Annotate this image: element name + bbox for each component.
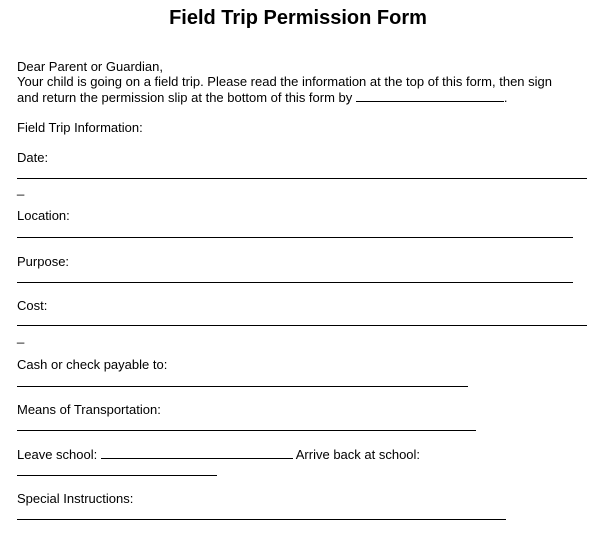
cost-label: Cost:: [17, 298, 48, 313]
payable-to-label: Cash or check payable to:: [17, 357, 168, 372]
section-heading: Field Trip Information:: [17, 120, 143, 135]
salutation: Dear Parent or Guardian,: [17, 59, 163, 74]
date-overflow-mark: _: [17, 181, 25, 196]
intro-line-1: Your child is going on a field trip. Please read the information at the top of this form, then sign: [17, 74, 552, 89]
intro-line-2: [17, 90, 508, 106]
leave-school-blank[interactable]: [101, 447, 293, 459]
transportation-label: Means of Transportation:: [17, 402, 161, 417]
special-instructions-blank-line[interactable]: [17, 519, 506, 520]
payable-to-blank-line[interactable]: [17, 386, 468, 387]
date-blank-line[interactable]: [17, 178, 587, 179]
date-label: Date:: [17, 150, 49, 165]
intro-line-2-text: and return the permission slip at the bottom of this form by: [17, 90, 353, 105]
special-instructions-label: Special Instructions:: [17, 491, 134, 506]
purpose-blank-line[interactable]: [17, 282, 573, 283]
location-label: Location:: [17, 208, 70, 223]
cost-blank-line[interactable]: [17, 325, 587, 326]
arrive-back-label: Arrive back at school:: [295, 447, 421, 462]
leave-arrive-line: [17, 447, 420, 463]
arrive-back-blank-line[interactable]: [17, 475, 217, 476]
cost-overflow-mark: _: [17, 329, 25, 344]
purpose-label: Purpose:: [17, 254, 70, 269]
return-by-date-blank[interactable]: [356, 90, 504, 102]
transportation-blank-line[interactable]: [17, 430, 476, 431]
leave-school-label: Leave school:: [17, 447, 98, 462]
form-title: Field Trip Permission Form: [169, 7, 427, 29]
location-blank-line[interactable]: [17, 237, 573, 238]
intro-line-2-period: .: [503, 90, 508, 105]
